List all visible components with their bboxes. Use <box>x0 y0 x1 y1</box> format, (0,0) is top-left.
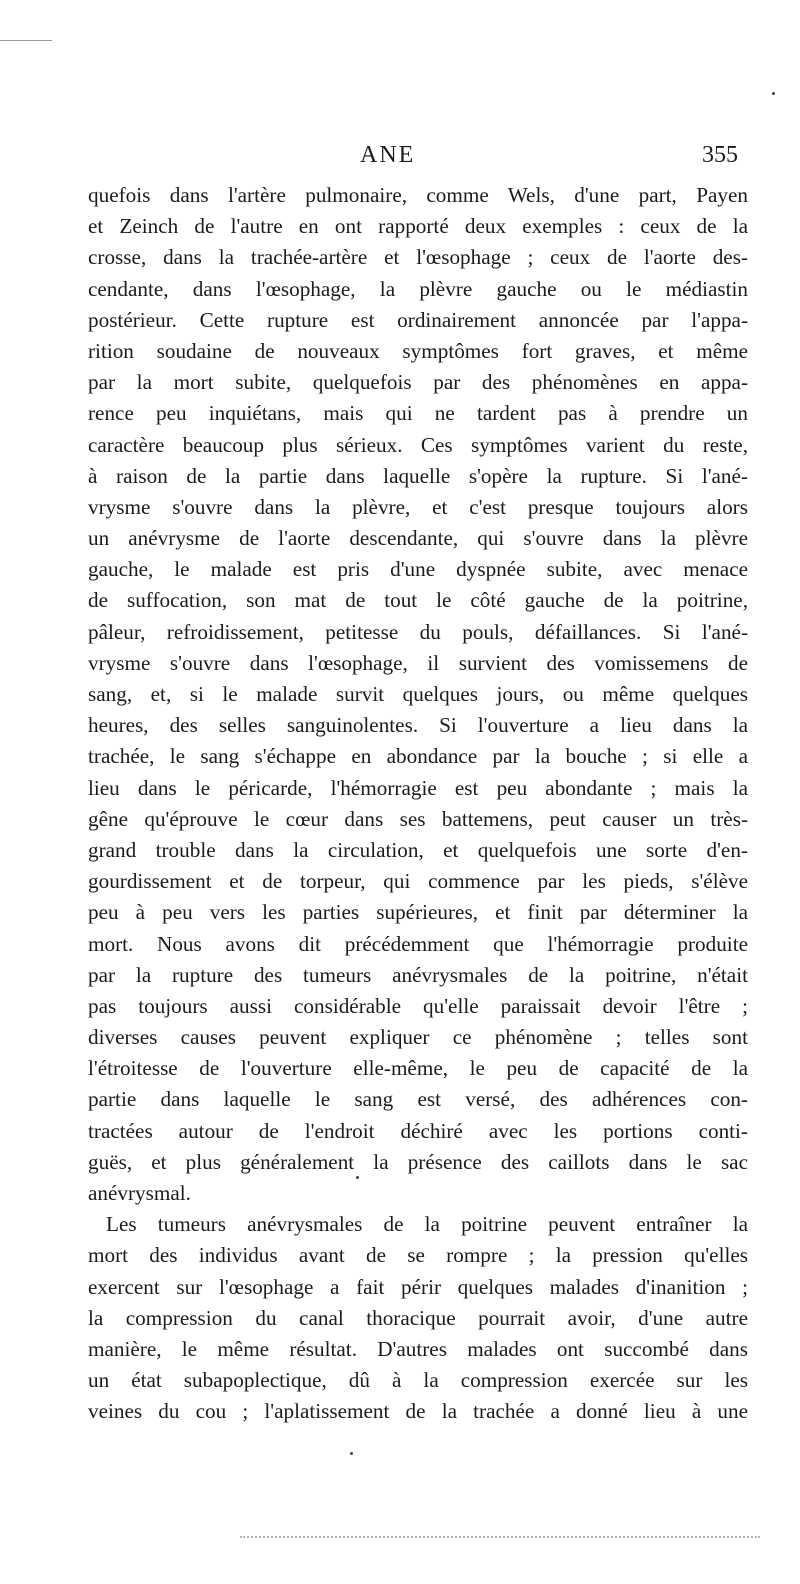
text-line: manière, le même résultat. D'autres malades ont succombé dans <box>88 1336 748 1361</box>
text-line: quefois dans l'artère pulmonaire, comme Wels, d'une part, Payen <box>88 183 748 207</box>
text-line: rence peu inquiétans, mais qui ne tardent pas à prendre un <box>88 401 748 426</box>
text-line: pas toujours aussi considérable qu'elle paraissait devoir l'être ; <box>88 993 748 1018</box>
text-line: gourdissement et de torpeur, qui commence par les pieds, s'élève <box>88 869 748 894</box>
text-line: exercent sur l'œsophage a fait périr quelques malades d'inanition ; <box>88 1274 748 1299</box>
scan-speck <box>356 1176 359 1179</box>
text-line: grand trouble dans la circulation, et quelquefois une sorte d'en- <box>88 837 748 862</box>
text-line: et Zeinch de l'autre en ont rapporté deux exemples : ceux de la <box>88 214 748 239</box>
text-line: mort. Nous avons dit précédemment que l'hémorragie produite <box>88 931 748 956</box>
text-line: rition soudaine de nouveaux symptômes fort graves, et même <box>88 338 748 363</box>
text-line: pâleur, refroidissement, petitesse du pouls, défaillances. Si l'ané- <box>88 619 748 644</box>
scan-footer-dots <box>240 1536 760 1538</box>
text-line: trachée, le sang s'échappe en abondance par la bouche ; si elle a <box>88 744 748 769</box>
text-line: peu à peu vers les parties supérieures, et finit par déterminer la <box>88 900 748 925</box>
text-line: vrysme s'ouvre dans la plèvre, et c'est presque toujours alors <box>88 494 748 519</box>
text-line: un état subapoplectique, dû à la compression exercée sur les <box>88 1368 748 1393</box>
scan-speck <box>350 1452 353 1455</box>
text-line: sang, et, si le malade survit quelques jours, ou même quelques <box>88 682 748 706</box>
body-text <box>88 180 748 1428</box>
text-line: à raison de la partie dans laquelle s'opère la rupture. Si l'ané- <box>88 463 748 488</box>
text-line: guës, et plus généralement la présence des caillots dans le sac <box>88 1149 748 1174</box>
text-line: par la rupture des tumeurs anévrysmales de la poitrine, n'était <box>88 962 748 987</box>
text-line: cendante, dans l'œsophage, la plèvre gauche ou le médiastin <box>88 276 748 301</box>
paragraph-end-line: anévrysmal. <box>88 1181 191 1205</box>
paragraph-start-line: Les tumeurs anévrysmales de la poitrine peuvent entraîner la <box>106 1212 748 1237</box>
text-line: de suffocation, son mat de tout le côté gauche de la poitrine, <box>88 588 748 613</box>
text-line: mort des individus avant de se rompre ; la pression qu'elles <box>88 1243 748 1268</box>
text-line: veines du cou ; l'aplatissement de la trachée a donné lieu à une <box>88 1399 748 1424</box>
text-line: crosse, dans la trachée-artère et l'œsophage ; ceux de l'aorte des- <box>88 245 748 270</box>
text-line: caractère beaucoup plus sérieux. Ces symptômes varient du reste, <box>88 432 748 457</box>
text-line: lieu dans le péricarde, l'hémorragie est peu abondante ; mais la <box>88 775 748 800</box>
text-line: postérieur. Cette rupture est ordinairement annoncée par l'appa- <box>88 307 748 332</box>
text-line: par la mort subite, quelquefois par des phénomènes en appa- <box>88 370 748 395</box>
text-line: partie dans laquelle le sang est versé, des adhérences con- <box>88 1087 748 1112</box>
text-line: gêne qu'éprouve le cœur dans ses battemens, peut causer un très- <box>88 806 748 831</box>
text-line: heures, des selles sanguinolentes. Si l'ouverture a lieu dans la <box>88 713 748 738</box>
text-line: l'étroitesse de l'ouverture elle-même, le peu de capacité de la <box>88 1056 748 1081</box>
text-line: vrysme s'ouvre dans l'œsophage, il survient des vomissemens de <box>88 650 748 675</box>
running-head: ANE <box>360 142 416 168</box>
scan-edge-rule <box>0 40 52 41</box>
page-number: 355 <box>702 142 738 168</box>
text-line: gauche, le malade est pris d'une dyspnée subite, avec menace <box>88 557 748 582</box>
text-line: la compression du canal thoracique pourrait avoir, d'une autre <box>88 1305 748 1330</box>
text-line: diverses causes peuvent expliquer ce phénomène ; telles sont <box>88 1025 748 1050</box>
text-line: un anévrysme de l'aorte descendante, qui s'ouvre dans la plèvre <box>88 526 748 551</box>
page-header <box>88 142 738 176</box>
text-line: tractées autour de l'endroit déchiré avec les portions conti- <box>88 1118 748 1143</box>
scan-speck <box>772 92 775 95</box>
